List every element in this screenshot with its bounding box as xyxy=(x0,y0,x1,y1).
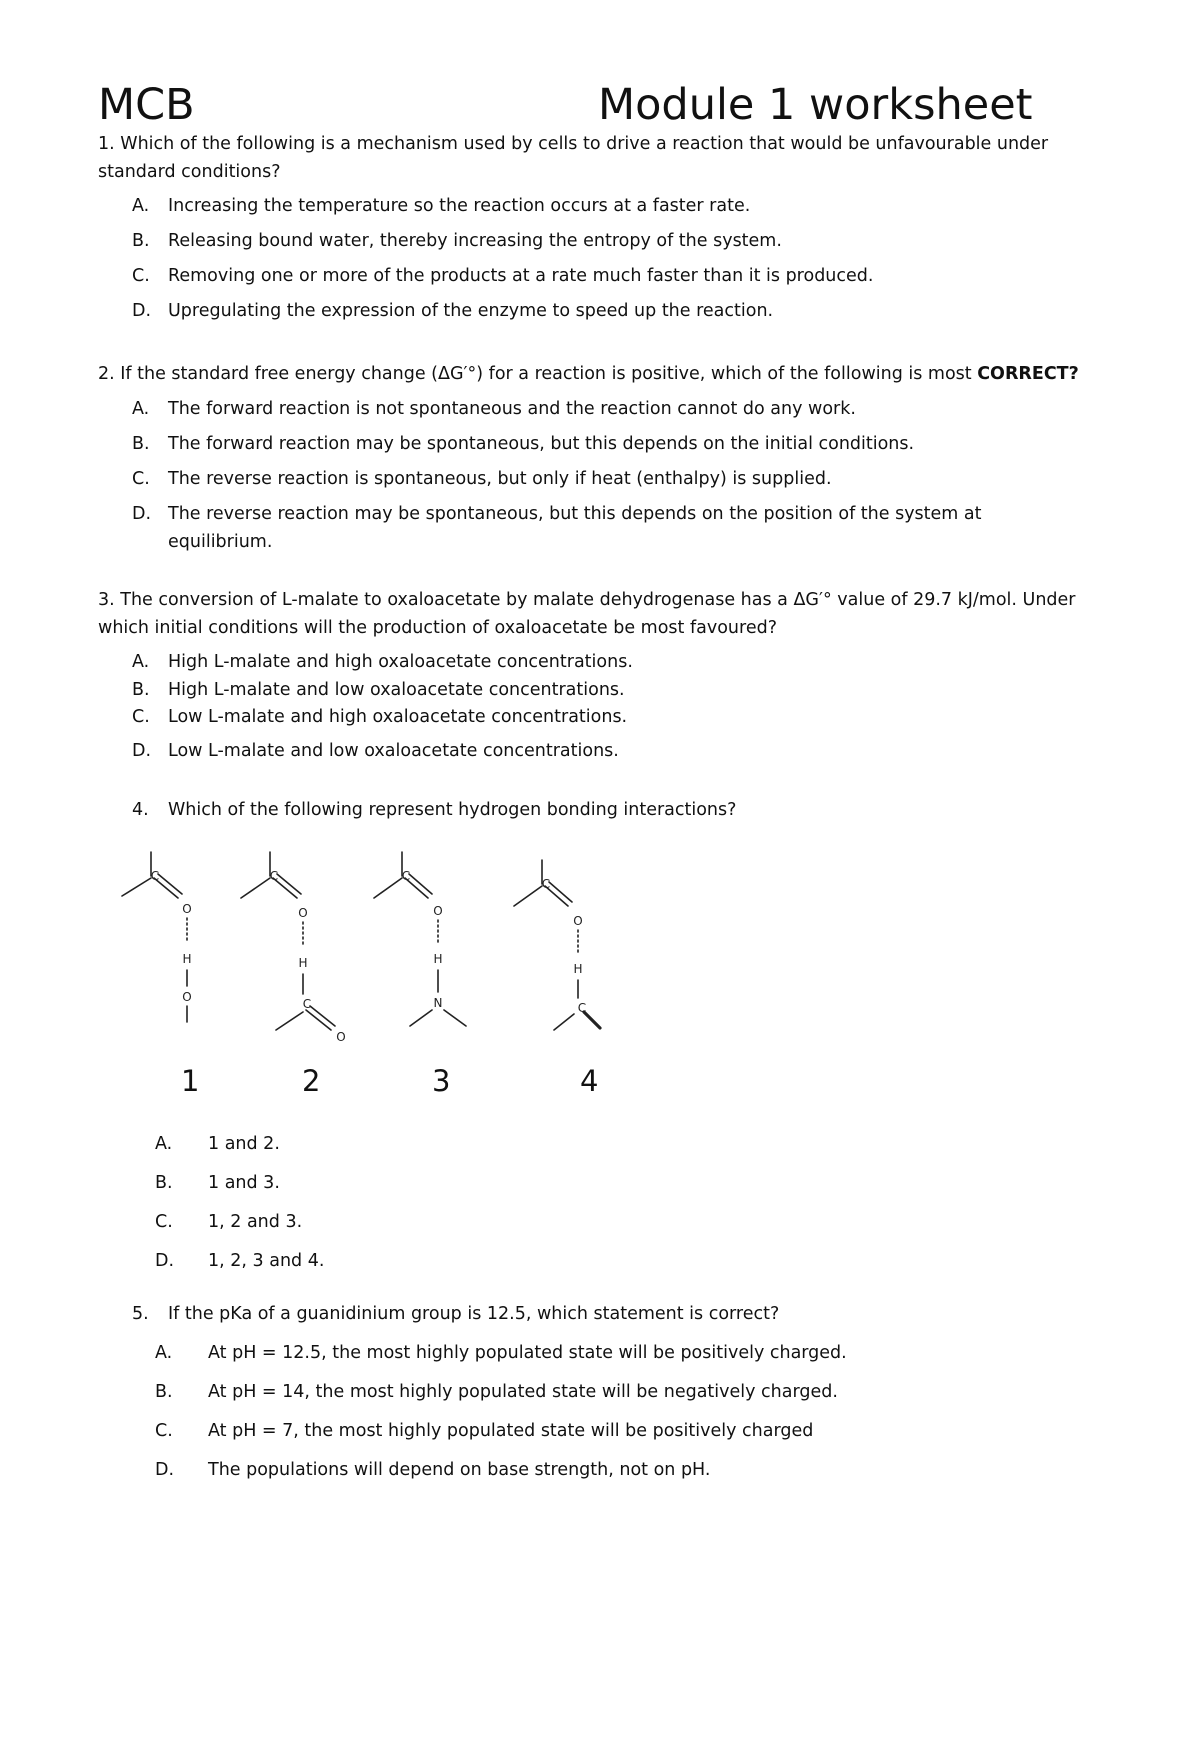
option-letter: A. xyxy=(155,1134,173,1154)
atom-label: O xyxy=(182,990,192,1004)
option-letter: C. xyxy=(132,469,150,489)
option-text: 1 and 2. xyxy=(208,1134,280,1154)
option-text: Low L-malate and low oxaloacetate concentrations. xyxy=(168,741,619,761)
option-text: The forward reaction may be spontaneous, but this depends on the initial conditions. xyxy=(168,434,915,454)
option-text: 1 and 3. xyxy=(208,1173,280,1193)
option-text: High L-malate and low oxaloacetate concentrations. xyxy=(168,680,625,700)
atom-label: C xyxy=(577,1001,587,1015)
structure-2 xyxy=(241,852,335,1030)
question-5-number: 5. xyxy=(132,1304,149,1324)
option-text: The reverse reaction may be spontaneous, but this depends on the position of the system at xyxy=(168,504,982,524)
option-letter: D. xyxy=(132,741,152,761)
question-4-stem-text: Which of the following represent hydrogen bonding interactions? xyxy=(168,800,737,820)
option-letter: A. xyxy=(132,196,150,216)
option-letter: D. xyxy=(155,1460,175,1480)
option-text-continued: equilibrium. xyxy=(168,532,273,552)
atom-label: H xyxy=(573,962,583,976)
atom-label: O xyxy=(433,904,443,918)
option-letter: B. xyxy=(132,434,150,454)
structure-3 xyxy=(374,852,466,1026)
option-letter: D. xyxy=(155,1251,175,1271)
question-1-stem-line-1: 1. Which of the following is a mechanism used by cells to drive a reaction that would be unfavourable under xyxy=(98,134,1049,154)
atom-label: C xyxy=(302,997,312,1011)
structure-4 xyxy=(514,860,600,1030)
option-text: At pH = 7, the most highly populated state will be positively charged xyxy=(208,1421,814,1441)
option-letter: B. xyxy=(155,1382,173,1402)
atom-label: H xyxy=(298,956,308,970)
hydrogen-bond-structures-figure xyxy=(100,840,660,1060)
question-1-stem-line-2: standard conditions? xyxy=(98,162,281,182)
atom-label: O xyxy=(573,914,583,928)
atom-label: C xyxy=(150,869,160,883)
question-3-stem xyxy=(98,586,1108,642)
option-text: Removing one or more of the products at a rate much faster than it is produced. xyxy=(168,266,874,286)
atom-label: C xyxy=(401,869,411,883)
atom-label: N xyxy=(433,996,443,1010)
option-letter: B. xyxy=(155,1173,173,1193)
option-text: Releasing bound water, thereby increasing the entropy of the system. xyxy=(168,231,782,251)
option-letter: B. xyxy=(132,231,150,251)
option-text: Increasing the temperature so the reaction occurs at a faster rate. xyxy=(168,196,751,216)
question-2-stem xyxy=(98,360,1108,388)
course-title: MCB xyxy=(98,80,195,130)
option-letter: D. xyxy=(132,504,152,524)
question-1-stem xyxy=(98,130,1108,186)
structure-label-3: 3 xyxy=(432,1064,451,1098)
question-3-stem-line-2: which initial conditions will the production of oxaloacetate be most favoured? xyxy=(98,618,777,638)
worksheet-title: Module 1 worksheet xyxy=(598,80,1033,130)
question-4-number: 4. xyxy=(132,800,149,820)
option-text: At pH = 12.5, the most highly populated state will be positively charged. xyxy=(208,1343,847,1363)
atom-label: C xyxy=(541,877,551,891)
option-text: Low L-malate and high oxaloacetate concentrations. xyxy=(168,707,628,727)
atom-label: O xyxy=(298,906,308,920)
option-text: The populations will depend on base strength, not on pH. xyxy=(208,1460,711,1480)
atom-label: C xyxy=(269,869,279,883)
option-letter: C. xyxy=(155,1421,173,1441)
option-letter: A. xyxy=(155,1343,173,1363)
atom-label: H xyxy=(182,952,192,966)
option-text: The reverse reaction is spontaneous, but only if heat (enthalpy) is supplied. xyxy=(168,469,832,489)
option-text: 1, 2 and 3. xyxy=(208,1212,303,1232)
structure-label-1: 1 xyxy=(181,1064,200,1098)
option-letter: D. xyxy=(132,301,152,321)
option-letter: C. xyxy=(155,1212,173,1232)
question-3-stem-line-1: 3. The conversion of L-malate to oxaloacetate by malate dehydrogenase has a ΔG′° value of 29.7 kJ/mol. Under xyxy=(98,590,1076,610)
question-5-stem-text: If the pKa of a guanidinium group is 12.5, which statement is correct? xyxy=(168,1304,780,1324)
option-letter: B. xyxy=(132,680,150,700)
option-letter: A. xyxy=(132,399,150,419)
option-text: Upregulating the expression of the enzyme to speed up the reaction. xyxy=(168,301,774,321)
option-letter: A. xyxy=(132,652,150,672)
structure-label-2: 2 xyxy=(302,1064,321,1098)
atom-label: O xyxy=(182,902,192,916)
question-2-stem-emphasis: CORRECT? xyxy=(977,364,1079,384)
option-letter: C. xyxy=(132,266,150,286)
option-text: The forward reaction is not spontaneous and the reaction cannot do any work. xyxy=(168,399,856,419)
option-text: At pH = 14, the most highly populated state will be negatively charged. xyxy=(208,1382,838,1402)
option-text: High L-malate and high oxaloacetate concentrations. xyxy=(168,652,633,672)
option-text: 1, 2, 3 and 4. xyxy=(208,1251,325,1271)
option-letter: C. xyxy=(132,707,150,727)
atom-label: O xyxy=(336,1030,346,1044)
atom-label: H xyxy=(433,952,443,966)
structure-label-4: 4 xyxy=(580,1064,599,1098)
question-2-stem-text: 2. If the standard free energy change (ΔG′°) for a reaction is positive, which of the following is most xyxy=(98,364,978,384)
